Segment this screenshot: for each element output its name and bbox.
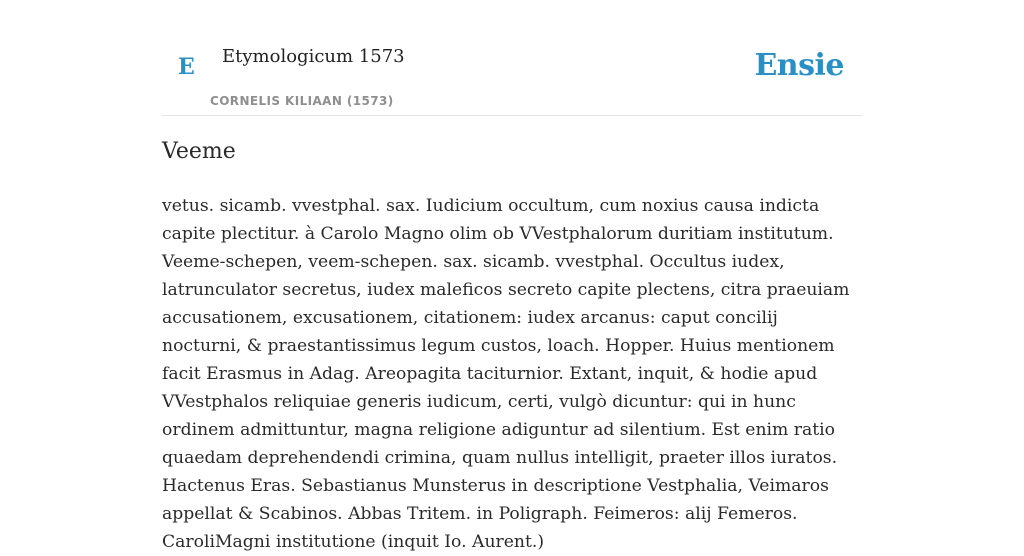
source-logo-letter: E [178,54,195,80]
source-author: CORNELIS KILIAAN (1573) [210,94,394,108]
source-header [162,0,862,116]
page [162,0,862,552]
source-title[interactable]: Etymologicum 1573 [222,46,405,67]
brand-logo-link[interactable]: Ensie [754,48,844,83]
entry-headword: Veeme [162,139,236,164]
entry-definition: vetus. sicamb. vvestphal. sax. Iudicium occultum, cum noxius causa indicta capite plectitur. à Carolo Magno olim ob VVestphalorum duritiam institutum. Veeme-schepen, veem-schepen. sax. sicamb. vvestphal. Occultus iudex, latrunculator secretus, iudex maleficos secreto capite plectens, citra praeuiam accusationem, excusationem, citationem: iudex arcanus: caput concilij nocturni, & praestantissimus legum custos, loach. Hopper. Huius mentionem facit Erasmus in Adag. Areopagita taciturnior. Extant, inquit, & hodie apud VVestphalos reliquiae generis iudicum, certi, vulgò dicuntur: qui in hunc ordinem admittuntur, magna religione adiguntur ad silentium. Est enim ratio quaedam deprehendendi crimina, quam nullus intelligit, praeter illos iuratos. Hactenus Eras. Sebastianus Munsterus in descriptione Vestphalia, Veimaros appellat & Scabinos. Abbas Tritem. in Poligraph. Feimeros: alij Femeros. CaroliMagni institutione (inquit Io. Aurent.) [162,196,850,552]
